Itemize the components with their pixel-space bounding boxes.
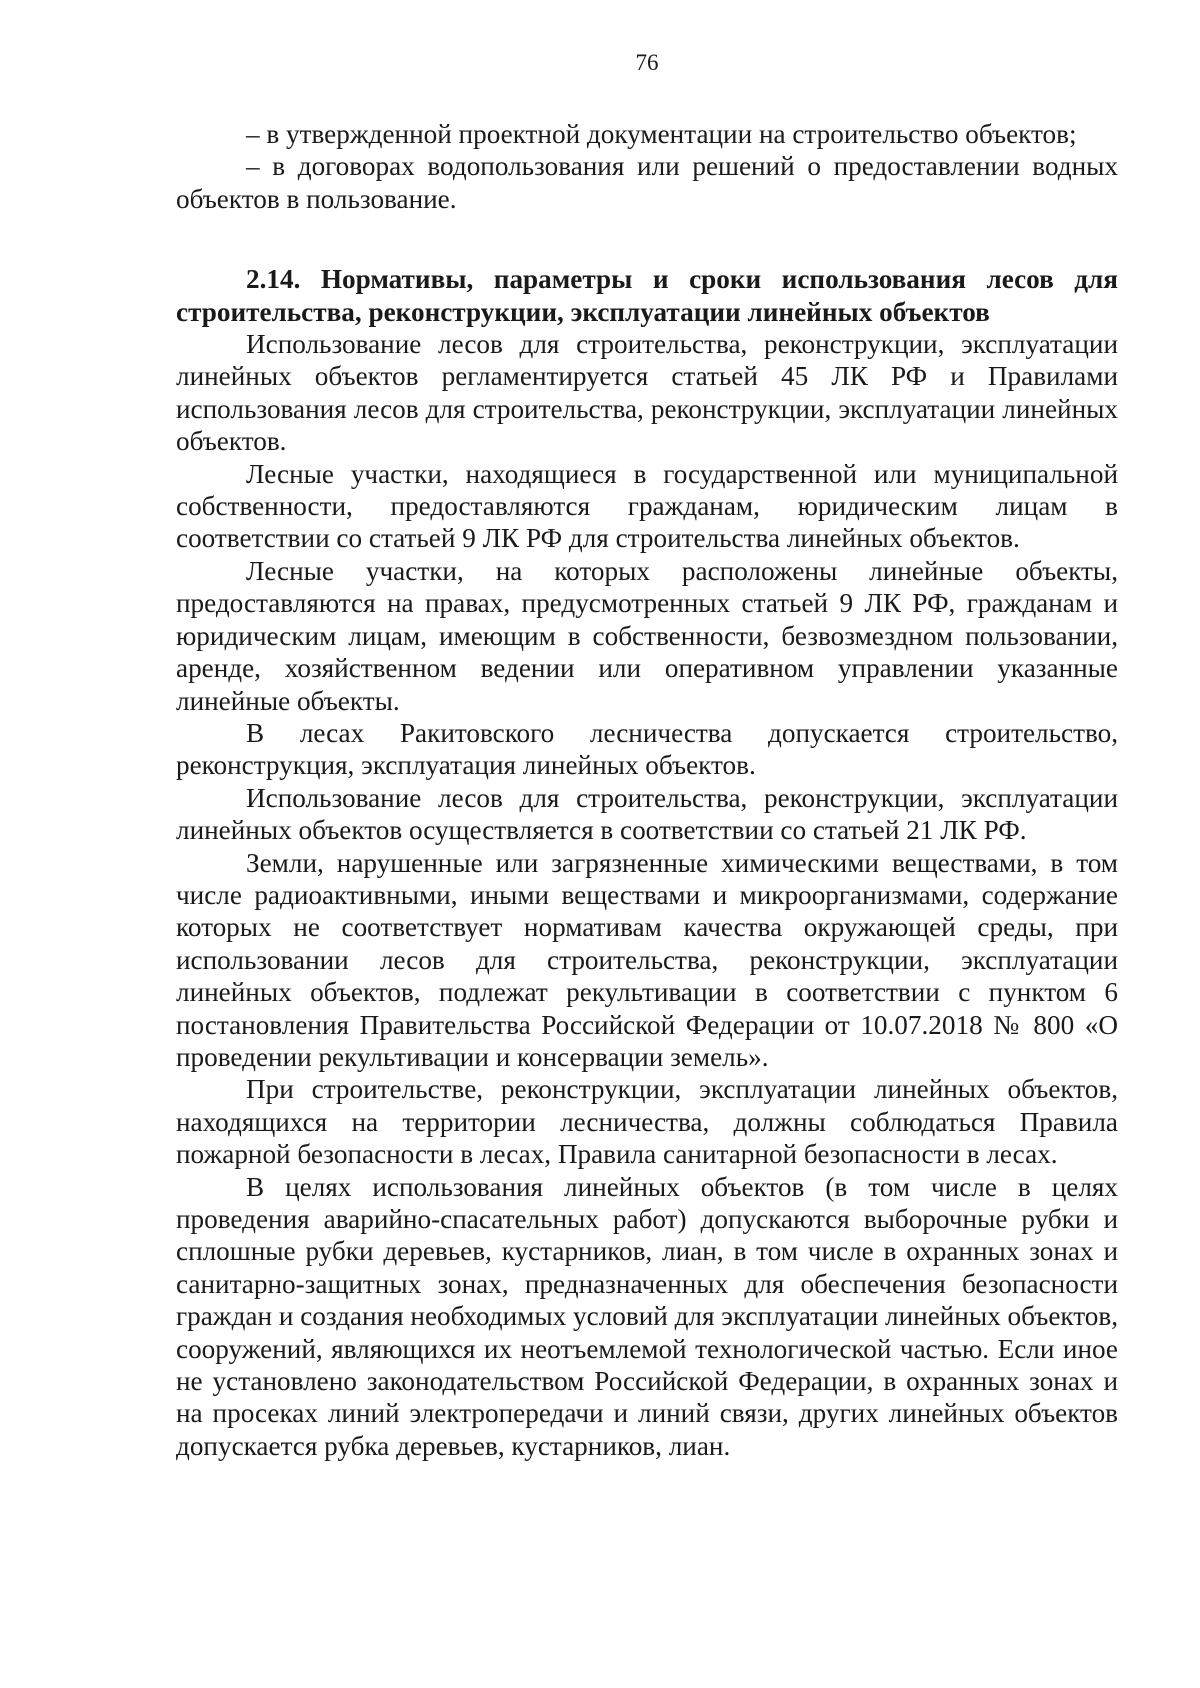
paragraph: В целях использования линейных объектов (в том числе в целях проведения аварийно-спасательных работ) допускаются выборочные рубки и сплошные рубки деревьев, кустарников, лиан, в том числе в охранных зонах и санитарно-защитных зонах, предназначенных для обеспечения безопасности граждан и создания необходимых условий для эксплуатации линейных объектов, сооружений, являющихся их неотъемлемой технологической частью. Если иное не установлено законодательством Российской Федерации, в охранных зонах и на просеках линий электропередачи и линий связи, других линейных объектов допускается рубка деревьев, кустарников, лиан. <box>176 1171 1118 1461</box>
list-item: – в утвержденной проектной документации на строительство объектов; <box>246 119 1077 149</box>
paragraph: Земли, нарушенные или загрязненные химическими веществами, в том числе радиоактивными, иными веществами и микроорганизмами, содержание которых не соответствует нормативам качества окружающей среды, при использовании лесов для строительства, реконструкции, эксплуатации линейных объектов, подлежат рекультивации в соответствии с пунктом 6 постановления Правительства Российской Федерации от 10.07.2018 № 800 «О проведении рекультивации и консервации земель». <box>176 847 1118 1072</box>
paragraph: Использование лесов для строительства, реконструкции, эксплуатации линейных объектов осуществляется в соответствии со статьей 21 ЛК РФ. <box>176 782 1118 846</box>
paragraph: Лесные участки, находящиеся в государственной или муниципальной собственности, предоставляются гражданам, юридическим лицам в соответствии со статьей 9 ЛК РФ для строительства линейных объектов. <box>176 458 1118 554</box>
paragraph: Лесные участки, на которых расположены линейные объекты, предоставляются на правах, предусмотренных статьей 9 ЛК РФ, гражданам и юридическим лицам, имеющим в собственности, безвозмездном пользовании, аренде, хозяйственном ведении или оперативном управлении указанные линейные объекты. <box>176 555 1118 716</box>
page-number: 76 <box>635 50 659 75</box>
paragraph: При строительстве, реконструкции, эксплуатации линейных объектов, находящихся на территории лесничества, должны соблюдаться Правила пожарной безопасности в лесах, Правила санитарной безопасности в лесах. <box>176 1074 1118 1170</box>
list-item: – в договорах водопользования или решений о предоставлении водных объектов в пользование. <box>176 151 1118 214</box>
paragraph: Использование лесов для строительства, реконструкции, эксплуатации линейных объектов регламентируется статьей 45 ЛК РФ и Правилами использования лесов для строительства, реконструкции, эксплуатации линейных объектов. <box>176 329 1118 457</box>
section-spacer <box>176 215 1118 263</box>
paragraph: В лесах Ракитовского лесничества допускается строительство, реконструкция, эксплуатация линейных объектов. <box>176 717 1118 781</box>
page-content <box>176 118 1118 1462</box>
section-heading: 2.14. Нормативы, параметры и сроки использования лесов для строительства, реконструкции, эксплуатации линейных объектов <box>176 264 1118 327</box>
